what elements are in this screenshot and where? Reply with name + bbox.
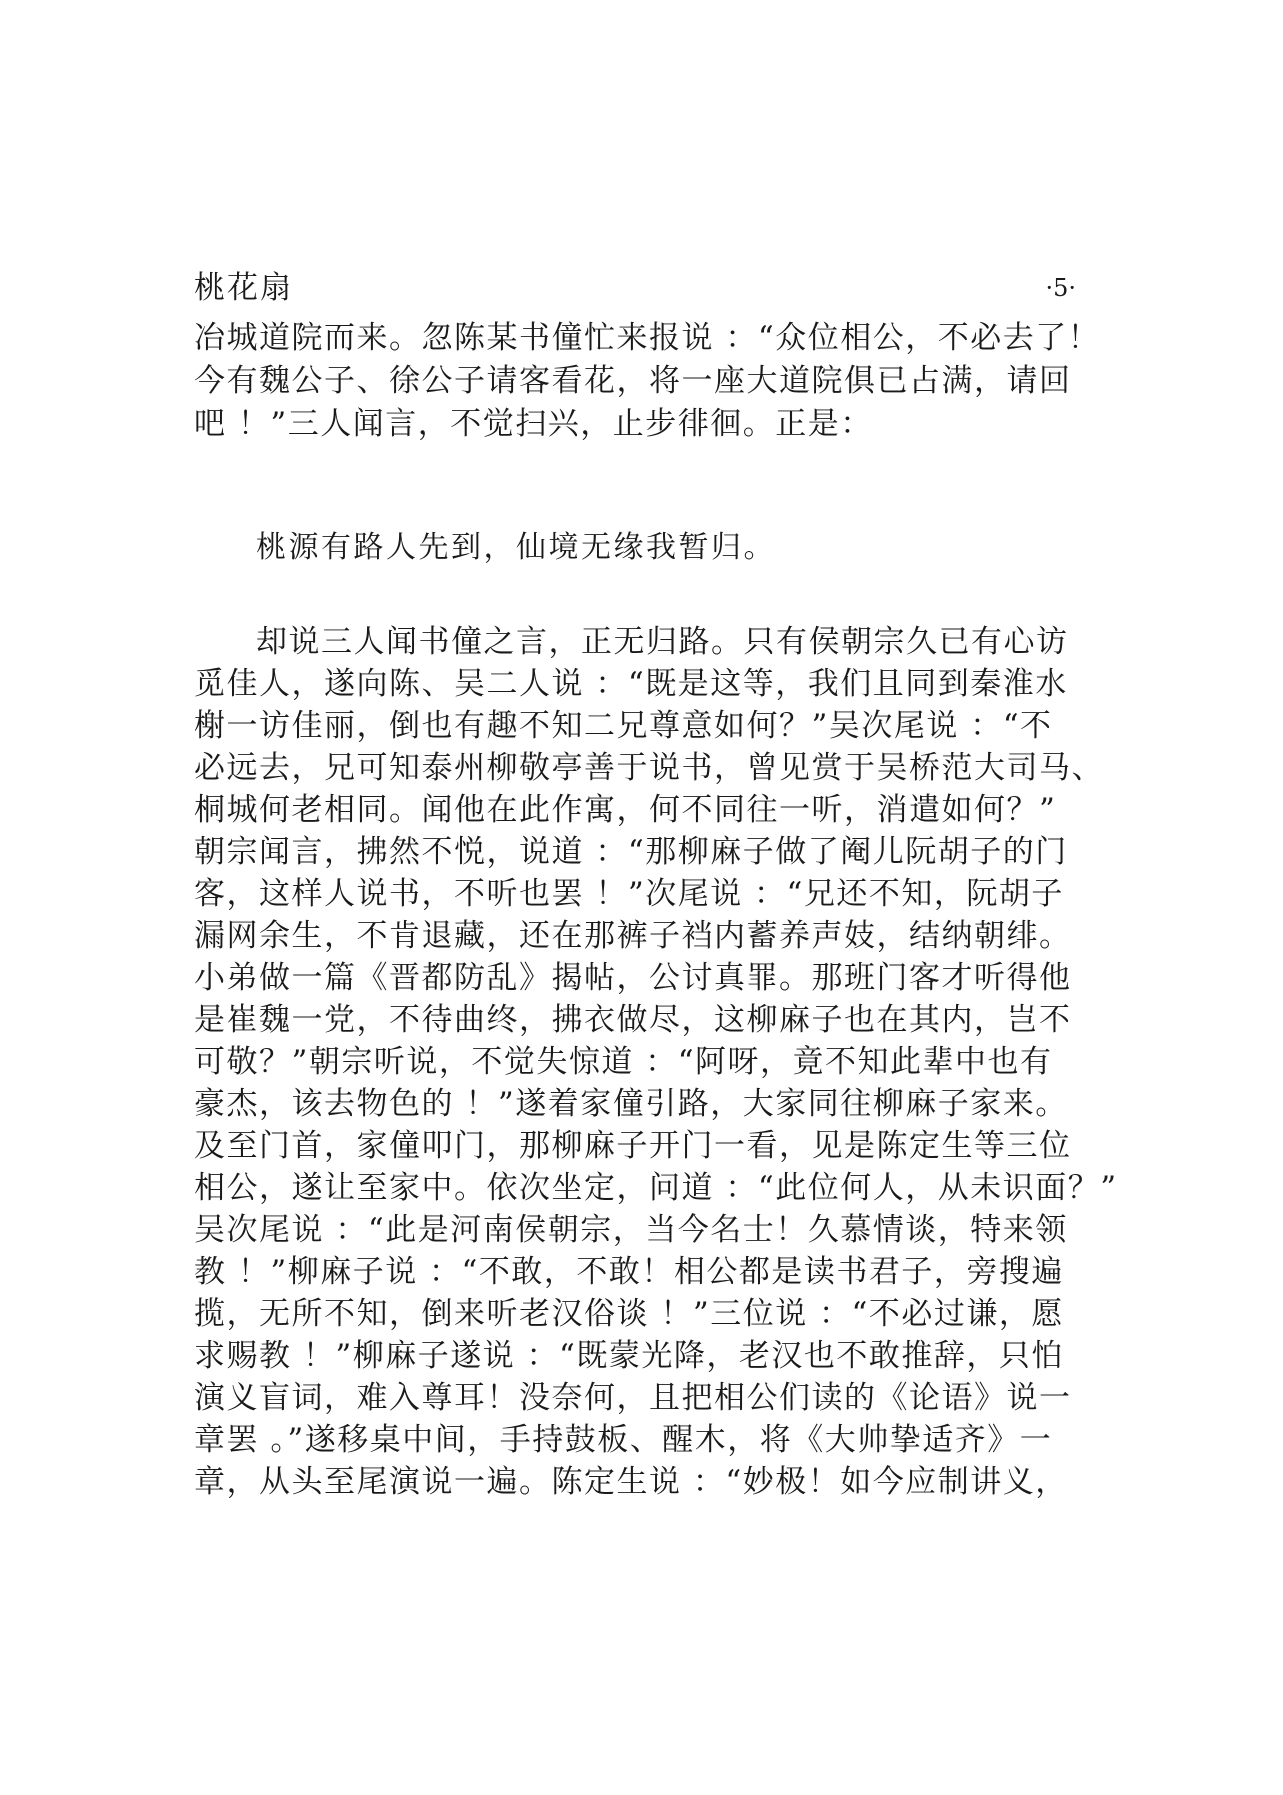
text-line: 可敬？”朝宗听说，不觉失惊道 ：“阿呀，竟不知此辈中也有 [194, 1044, 1053, 1080]
text-line: 吴次尾说 ：“此是河南侯朝宗，当今名士！久慕情谈，特来领 [194, 1212, 1068, 1248]
text-line: 桐城何老相同。闻他在此作寓，何不同往一听，消遣如何？” [194, 792, 1057, 828]
text-line: 是崔魏一党，不待曲终，拂衣做尽，这柳麻子也在其内，岂不 [194, 1002, 1072, 1038]
text-line: 客，这样人说书，不听也罢 ！”次尾说 ：“兄还不知，阮胡子 [194, 876, 1064, 912]
running-head [194, 268, 1076, 308]
page-number: ·5· [1045, 274, 1076, 302]
text-line: 豪杰，该去物色的 ！”遂着家僮引路，大家同往柳麻子家来。 [194, 1086, 1068, 1122]
text-line: 章，从头至尾演说一遍。陈定生说 ：“妙极！如今应制讲义， [194, 1464, 1068, 1500]
text-line: 却说三人闻书僮之言，正无归路。只有侯朝宗久已有心访 [256, 624, 1069, 660]
text-line: 求赐教 ！”柳麻子遂说 ：“既蒙光降，老汉也不敢推辞，只怕 [194, 1338, 1064, 1374]
text-line: 朝宗闻言，拂然不悦，说道 ：“那柳麻子做了阉儿阮胡子的门 [194, 834, 1068, 870]
text-line: 漏网余生，不肯退藏，还在那裤子裆内蓄养声妓，结纳朝绯。 [194, 918, 1072, 954]
text-line: 榭一访佳丽，倒也有趣不知二兄尊意如何？”吴次尾说 ：“不 [194, 708, 1053, 744]
text-line: 小弟做一篇《晋都防乱》揭帖，公讨真罪。那班门客才听得他 [194, 960, 1072, 996]
text-line: 相公，遂让至家中。依次坐定，问道 ：“此位何人，从未识面？” [194, 1170, 1118, 1206]
text-line: 揽，无所不知，倒来听老汉俗谈 ！”三位说 ：“不必过谦，愿 [194, 1296, 1064, 1332]
text-line: 吧 ！”三人闻言，不觉扫兴，止步徘徊。正是： [194, 406, 873, 442]
text-line: 及至门首，家僮叩门，那柳麻子开门一看，见是陈定生等三位 [194, 1128, 1072, 1164]
text-line: 教 ！”柳麻子说 ：“不敢，不敢！相公都是读书君子，旁搜遍 [194, 1254, 1064, 1290]
text-line: 章罢 。”遂移桌中间，手持鼓板、醒木，将《大帅挚适齐》一 [194, 1422, 1053, 1458]
text-line: 必远去，兄可知泰州柳敬亭善于说书，曾见赏于吴桥范大司马、 [194, 750, 1104, 786]
verse-couplet: 桃源有路人先到，仙境无缘我暂归。 [256, 530, 776, 565]
text-line: 冶城道院而来。忽陈某书僮忙来报说 ：“众位相公，不必去了！ [194, 320, 1101, 356]
text-line: 觅佳人，遂向陈、吴二人说 ：“既是这等，我们且同到秦淮水 [194, 666, 1068, 702]
text-line: 今有魏公子、徐公子请客看花，将一座大道院俱已占满，请回 [194, 363, 1072, 399]
book-title: 桃花扇 [194, 270, 293, 306]
text-line: 演义盲词，难入尊耳！没奈何，且把相公们读的《论语》说一 [194, 1380, 1072, 1416]
